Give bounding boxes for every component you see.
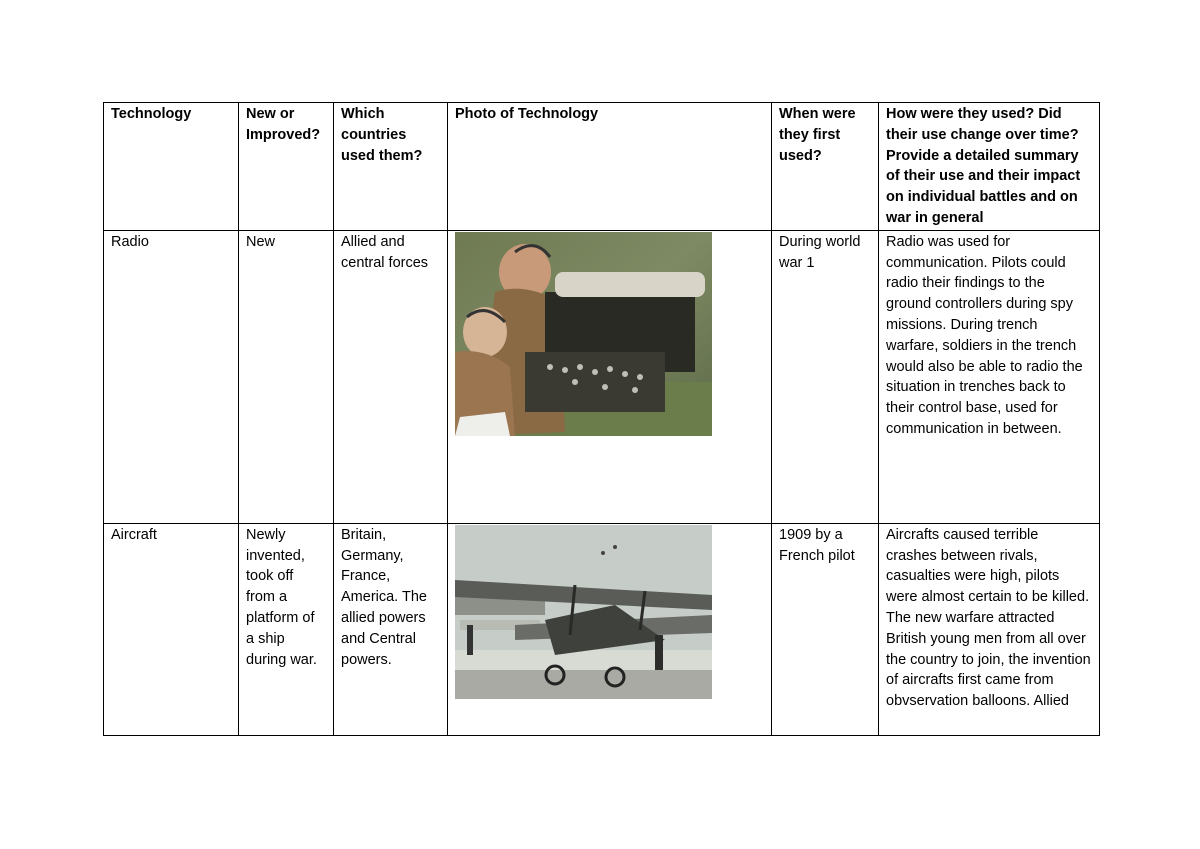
cell-first-used: 1909 by a French pilot (772, 523, 879, 735)
cell-technology: Aircraft (104, 523, 239, 735)
header-countries: Which countries used them? (334, 103, 448, 231)
table-header-row (104, 103, 1100, 231)
header-first-used: When were they first used? (772, 103, 879, 231)
header-new-or-improved: New or Improved? (239, 103, 334, 231)
cell-countries: Britain, Germany, France, America. The allied powers and Central powers. (334, 523, 448, 735)
header-photo: Photo of Technology (448, 103, 772, 231)
cell-countries: Allied and central forces (334, 230, 448, 523)
cell-first-used: During world war 1 (772, 230, 879, 523)
cell-usage: Aircrafts caused terrible crashes between rivals, casualties were high, pilots were almost certain to be killed. The new warfare attracted British young men from all over the country to join, the invention of aircrafts first came from obvservation balloons. Allied (879, 523, 1100, 735)
cell-new-or-improved: New (239, 230, 334, 523)
cell-photo (448, 523, 772, 735)
technology-table (103, 102, 1100, 736)
table-row (104, 230, 1100, 523)
cell-photo (448, 230, 772, 523)
header-usage: How were they used? Did their use change over time? Provide a detailed summary of their use and their impact on individual battles and on war in general (879, 103, 1100, 231)
cell-new-or-improved: Newly invented, took off from a platform of a ship during war. (239, 523, 334, 735)
aircraft-photo (455, 525, 712, 699)
cell-usage: Radio was used for communication. Pilots could radio their findings to the ground controllers during spy missions. During trench warfare, soldiers in the trench would also be able to radio the situation in trenches back to their control base, used for communication in between. (879, 230, 1100, 523)
radio-photo (455, 232, 712, 436)
table-row (104, 523, 1100, 735)
header-technology: Technology (104, 103, 239, 231)
cell-technology: Radio (104, 230, 239, 523)
